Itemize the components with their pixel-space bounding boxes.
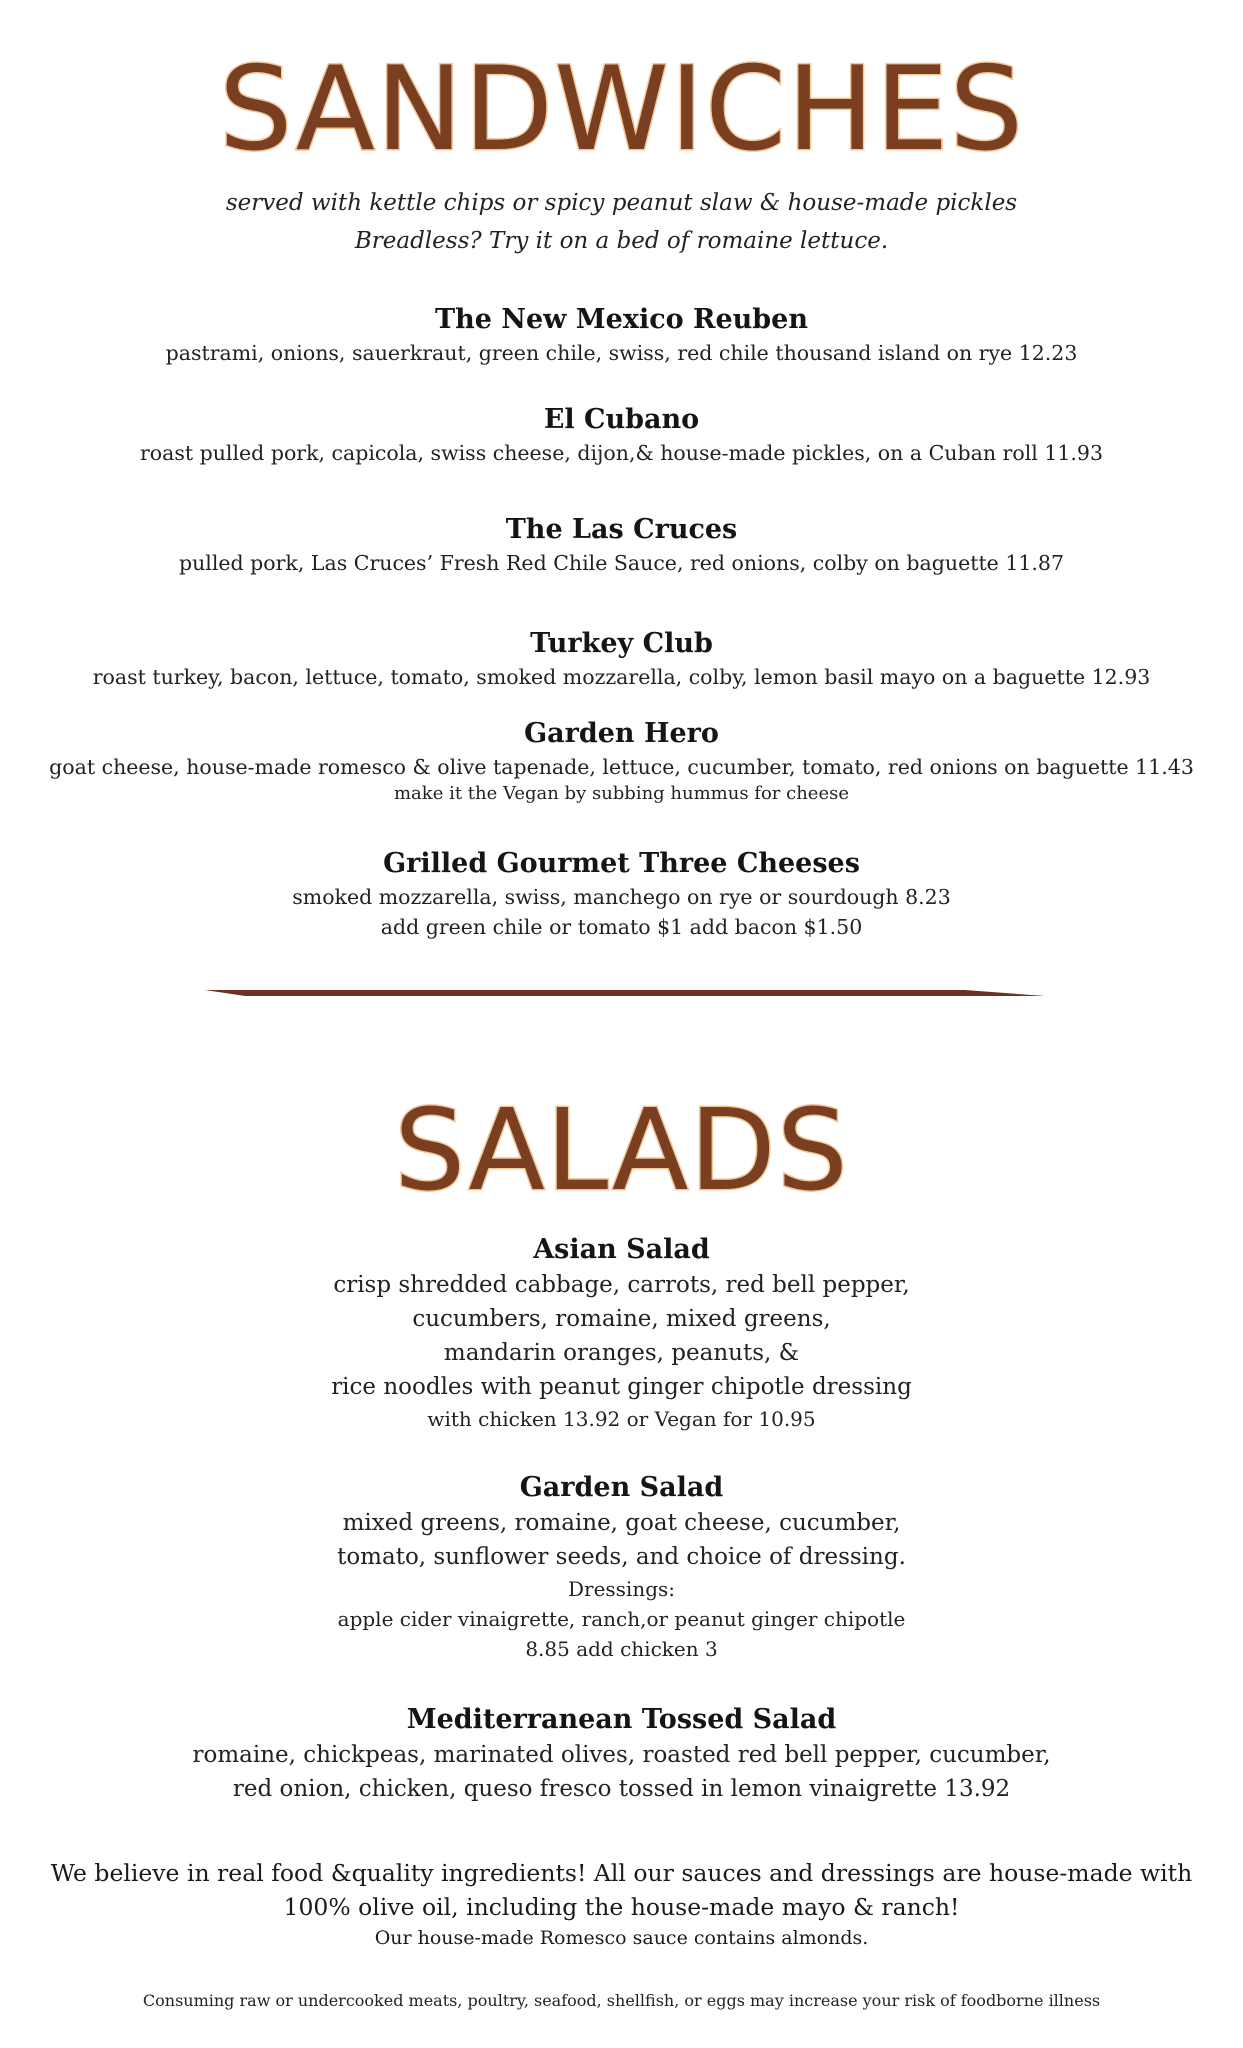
item-description: smoked mozzarella, swiss, manchego on rye or sourdough 8.23	[292, 885, 951, 909]
quality-statement-line: 100% olive oil, including the house-made mayo & ranch!	[283, 1893, 960, 1921]
item-name: Garden Salad	[519, 1472, 724, 1503]
food-safety-disclaimer: Consuming raw or undercooked meats, poultry, seafood, shellfish, or eggs may increase your risk of foodborne illness	[142, 1991, 1101, 2010]
item-name: Asian Salad	[533, 1234, 710, 1265]
item-name: The New Mexico Reuben	[434, 304, 808, 335]
item-name: Grilled Gourmet Three Cheeses	[383, 848, 860, 879]
item-name: Mediterranean Tossed Salad	[406, 1704, 837, 1735]
item-description-line: crisp shredded cabbage, carrots, red bell pepper,	[333, 1272, 910, 1298]
menu-item-garden-hero	[0, 716, 1243, 806]
item-description-line: cucumbers, romaine, mixed greens,	[412, 1306, 831, 1332]
item-description-line: romaine, chickpeas, marinated olives, roasted red bell pepper, cucumber,	[192, 1742, 1051, 1768]
item-description-line: red onion, chicken, queso fresco tossed in lemon vinaigrette 13.92	[232, 1776, 1011, 1802]
menu-item-new-mexico-reuben	[0, 302, 1243, 368]
quality-statement	[0, 1856, 1243, 1952]
quality-statement-line: We believe in real food &quality ingredients! All our sauces and dressings are house-made with	[50, 1859, 1193, 1887]
item-description: pulled pork, Las Cruces’ Fresh Red Chile Sauce, red onions, colby on baguette 11.87	[178, 551, 1065, 575]
menu-item-las-cruces	[0, 512, 1243, 578]
item-description: roast turkey, bacon, lettuce, tomato, smoked mozzarella, colby, lemon basil mayo on a baguette 12.93	[92, 665, 1151, 689]
item-price-note: 8.85 add chicken 3	[525, 1637, 718, 1661]
item-description-line: mixed greens, romaine, goat cheese, cucumber,	[342, 1510, 901, 1536]
item-description-line: rice noodles with peanut ginger chipotle dressing	[331, 1374, 912, 1400]
item-description: pastrami, onions, sauerkraut, green chile, swiss, red chile thousand island on rye 12.23	[165, 341, 1078, 365]
item-description-line: mandarin oranges, peanuts, &	[443, 1340, 800, 1366]
item-description-line: tomato, sunflower seeds, and choice of dressing.	[337, 1544, 906, 1570]
dressings-list: apple cider vinaigrette, ranch,or peanut ginger chipotle	[337, 1607, 906, 1631]
section-divider	[205, 988, 1045, 998]
menu-item-mediterranean-salad	[0, 1702, 1243, 1806]
subtitle-line: served with kettle chips or spicy peanut slaw & house-made pickles	[225, 190, 1018, 216]
salads-heading: SALADS	[394, 1086, 849, 1216]
item-description: roast pulled pork, capicola, swiss cheese, dijon,& house-made pickles, on a Cuban roll 11.93	[139, 441, 1104, 465]
sandwiches-subtitle	[0, 184, 1243, 260]
menu-item-asian-salad	[0, 1232, 1243, 1434]
item-name: El Cubano	[543, 404, 700, 435]
item-name: The Las Cruces	[505, 514, 738, 545]
subtitle-line: Breadless? Try it on a bed of romaine lettuce.	[354, 228, 889, 254]
dressings-label: Dressings:	[567, 1577, 676, 1601]
item-name: Garden Hero	[524, 718, 719, 749]
menu-item-garden-salad	[0, 1470, 1243, 1664]
sandwiches-heading: SANDWICHES	[218, 42, 1025, 177]
item-note: make it the Vegan by subbing hummus for cheese	[393, 783, 849, 804]
item-addons: add green chile or tomato $1 add bacon $1.50	[380, 915, 863, 939]
allergen-note: Our house-made Romesco sauce contains almonds.	[374, 1927, 869, 1949]
item-description: goat cheese, house-made romesco & olive tapenade, lettuce, cucumber, tomato, red onions on baguette 11.43	[49, 755, 1194, 779]
menu-item-el-cubano	[0, 402, 1243, 468]
menu-item-turkey-club	[0, 626, 1243, 692]
item-price-note: with chicken 13.92 or Vegan for 10.95	[427, 1407, 816, 1431]
menu-item-grilled-three-cheeses	[0, 846, 1243, 942]
item-name: Turkey Club	[530, 628, 713, 659]
